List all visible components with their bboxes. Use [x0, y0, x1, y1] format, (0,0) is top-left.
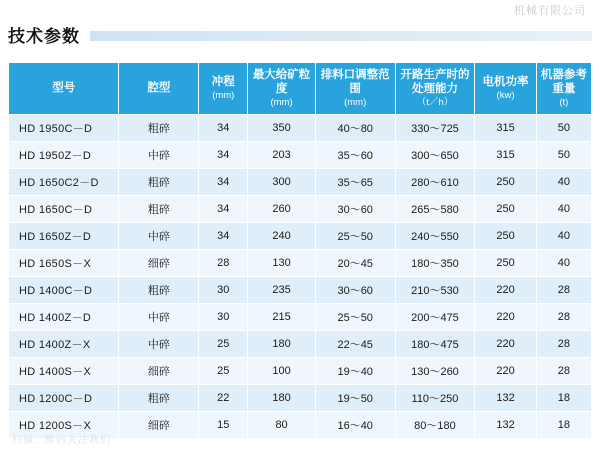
column-header-label: 冲程	[211, 76, 235, 89]
table-cell: 235	[248, 276, 316, 303]
table-cell: 34	[199, 141, 248, 168]
page-title: 技术参数	[8, 27, 80, 46]
table-cell: 粗碎	[119, 114, 199, 141]
cell-model: HD 1400S－X	[9, 357, 119, 384]
table-cell: 215	[248, 303, 316, 330]
table-cell: 28	[199, 249, 248, 276]
table-cell: 25	[199, 330, 248, 357]
watermark-top: 机械有限公司	[514, 5, 586, 17]
column-header-model	[9, 63, 119, 115]
table-cell: 300～650	[395, 141, 475, 168]
table-cell: 细碎	[119, 249, 199, 276]
table-cell: 265～580	[395, 195, 475, 222]
table-cell: 40	[536, 249, 591, 276]
cell-model: HD 1650S－X	[9, 249, 119, 276]
table-cell: 中碎	[119, 330, 199, 357]
table-cell: 28	[536, 303, 591, 330]
table-cell: 220	[475, 303, 536, 330]
title-decoration-bar	[90, 31, 592, 41]
table-cell: 250	[475, 168, 536, 195]
column-header-cavity	[119, 63, 199, 115]
table-cell: 130	[248, 249, 316, 276]
table-cell: 18	[536, 384, 591, 411]
table-cell: 40～80	[315, 114, 395, 141]
table-cell: 200～475	[395, 303, 475, 330]
column-header-unit: (t)	[559, 96, 569, 108]
table-cell: 25～50	[315, 303, 395, 330]
cell-model: HD 1200C－D	[9, 384, 119, 411]
column-header-unit: (mm)	[212, 89, 235, 101]
cell-model: HD 1950Z－D	[9, 141, 119, 168]
table-row	[9, 195, 592, 222]
table-cell: 240～550	[395, 222, 475, 249]
table-header-row	[9, 63, 592, 115]
table-row	[9, 303, 592, 330]
table-cell: 16～40	[315, 411, 395, 438]
table-cell: 中碎	[119, 222, 199, 249]
table-cell: 粗碎	[119, 276, 199, 303]
table-row	[9, 330, 592, 357]
column-header-unit: (mm)	[270, 96, 293, 108]
table-cell: 粗碎	[119, 384, 199, 411]
table-cell: 50	[536, 114, 591, 141]
table-cell: 30	[199, 303, 248, 330]
table-cell: 280～610	[395, 168, 475, 195]
cell-model: HD 1650C－D	[9, 195, 119, 222]
table-cell: 35～60	[315, 141, 395, 168]
table-cell: 40	[536, 222, 591, 249]
table-cell: 34	[199, 168, 248, 195]
table-cell: 细碎	[119, 411, 199, 438]
table-body	[9, 114, 592, 438]
column-header-unit: (kw)	[496, 89, 515, 101]
table-cell: 34	[199, 222, 248, 249]
column-header-label: 电机功率	[482, 76, 529, 89]
cell-model: HD 1650Z－D	[9, 222, 119, 249]
table-cell: 220	[475, 330, 536, 357]
table-cell: 315	[475, 114, 536, 141]
cell-model: HD 1650C2－D	[9, 168, 119, 195]
table-cell: 330～725	[395, 114, 475, 141]
table-cell: 22	[199, 384, 248, 411]
table-cell: 220	[475, 276, 536, 303]
table-cell: 40	[536, 195, 591, 222]
table-cell: 30～60	[315, 195, 395, 222]
cell-model: HD 1400C－D	[9, 276, 119, 303]
table-cell: 30	[199, 276, 248, 303]
table-row	[9, 276, 592, 303]
table-cell: 18	[536, 411, 591, 438]
table-cell: 19～50	[315, 384, 395, 411]
table-cell: 350	[248, 114, 316, 141]
table-cell: 34	[199, 114, 248, 141]
column-header-unit: (mm)	[344, 96, 367, 108]
column-header-label: 排料口调整范围	[320, 69, 390, 96]
table-row	[9, 357, 592, 384]
spec-table	[8, 62, 592, 439]
table-cell: 细碎	[119, 357, 199, 384]
table-cell: 180～350	[395, 249, 475, 276]
table-cell: 260	[248, 195, 316, 222]
table-cell: 250	[475, 195, 536, 222]
table-cell: 220	[475, 357, 536, 384]
footer-note: 扫描二维码关注我们	[12, 435, 111, 446]
table-cell: 25	[199, 357, 248, 384]
table-cell: 粗碎	[119, 168, 199, 195]
column-header-max-feed-size	[248, 63, 316, 115]
table-row	[9, 114, 592, 141]
table-cell: 25～50	[315, 222, 395, 249]
table-cell: 100	[248, 357, 316, 384]
column-header-label: 型号	[52, 82, 76, 95]
table-cell: 中碎	[119, 303, 199, 330]
table-cell: 132	[475, 411, 536, 438]
table-cell: 30～60	[315, 276, 395, 303]
table-cell: 180	[248, 330, 316, 357]
table-cell: 中碎	[119, 141, 199, 168]
table-row	[9, 222, 592, 249]
table-row	[9, 384, 592, 411]
column-header-label: 机器参考重量	[540, 69, 587, 96]
section-title-row	[8, 22, 592, 47]
cell-model: HD 1400Z－D	[9, 303, 119, 330]
table-cell: 240	[248, 222, 316, 249]
column-header-capacity	[395, 63, 475, 115]
table-cell: 300	[248, 168, 316, 195]
table-cell: 35～65	[315, 168, 395, 195]
column-header-unit: （t／h）	[416, 96, 454, 108]
table-cell: 130～260	[395, 357, 475, 384]
column-header-weight	[536, 63, 591, 115]
table-cell: 19～40	[315, 357, 395, 384]
table-cell: 315	[475, 141, 536, 168]
table-cell: 40	[536, 168, 591, 195]
table-header	[9, 63, 592, 115]
table-cell: 粗碎	[119, 195, 199, 222]
table-cell: 28	[536, 330, 591, 357]
table-cell: 180	[248, 384, 316, 411]
column-header-discharge-range	[315, 63, 395, 115]
column-header-stroke	[199, 63, 248, 115]
table-cell: 80～180	[395, 411, 475, 438]
table-cell: 250	[475, 249, 536, 276]
table-cell: 22～45	[315, 330, 395, 357]
table-cell: 132	[475, 384, 536, 411]
table-cell: 80	[248, 411, 316, 438]
column-header-label: 腔型	[147, 82, 171, 95]
table-cell: 250	[475, 222, 536, 249]
cell-model: HD 1400Z－X	[9, 330, 119, 357]
table-cell: 203	[248, 141, 316, 168]
column-header-motor-power	[475, 63, 536, 115]
table-cell: 50	[536, 141, 591, 168]
table-row	[9, 168, 592, 195]
table-cell: 28	[536, 276, 591, 303]
column-header-label: 最大给矿粒度	[252, 69, 311, 96]
cell-model: HD 1950C－D	[9, 114, 119, 141]
table-row	[9, 249, 592, 276]
table-row	[9, 141, 592, 168]
table-cell: 180～475	[395, 330, 475, 357]
table-cell: 210～530	[395, 276, 475, 303]
cell-model: HD 1200S－X	[9, 411, 119, 438]
table-cell: 110～250	[395, 384, 475, 411]
table-cell: 34	[199, 195, 248, 222]
table-cell: 28	[536, 357, 591, 384]
table-cell: 20～45	[315, 249, 395, 276]
column-header-label: 开路生产时的处理能力	[400, 69, 470, 96]
table-cell: 15	[199, 411, 248, 438]
